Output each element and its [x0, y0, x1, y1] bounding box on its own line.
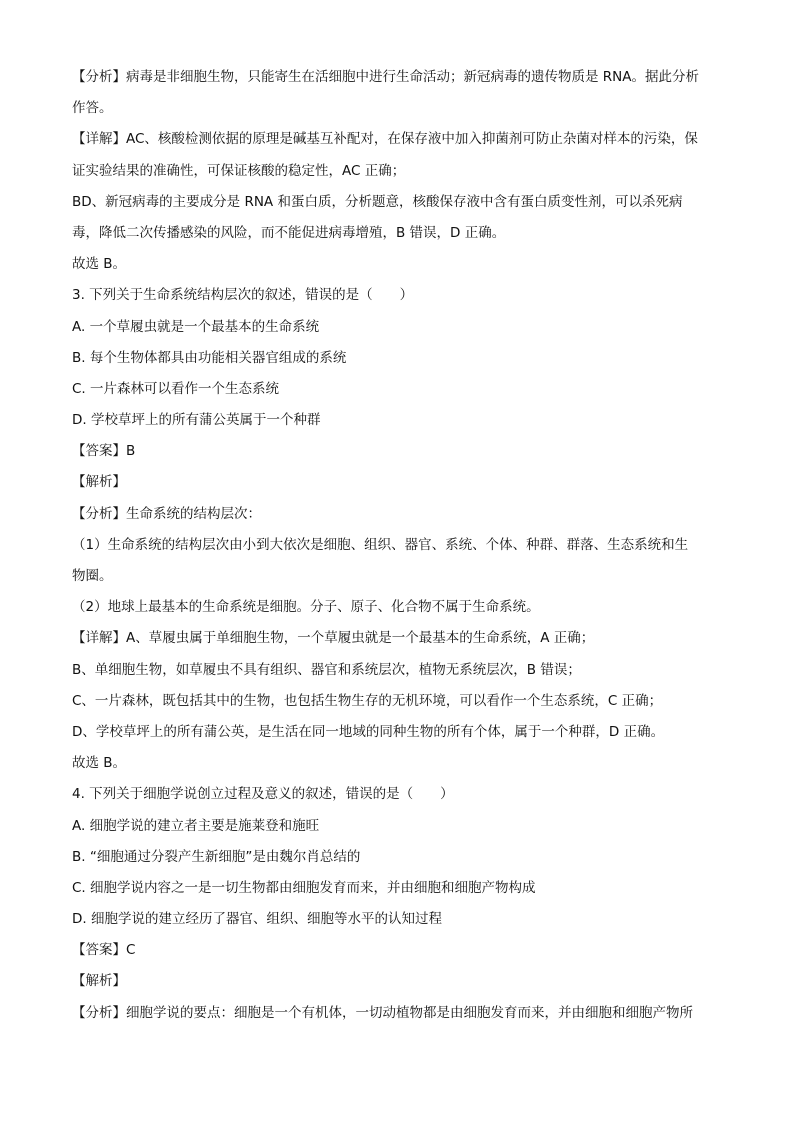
question-3-detail-a: 【详解】A、草履虫属于单细胞生物，一个草履虫就是一个最基本的生命系统，A 正确；: [72, 630, 595, 647]
choose-line: 故选 B。: [72, 256, 127, 273]
question-3-option-c: C. 一片森林可以看作一个生态系统: [72, 380, 280, 397]
question-4-option-a: A. 细胞学说的建立者主要是施莱登和施旺: [72, 817, 320, 834]
question-3-point-1-line-1: （1）生命系统的结构层次由小到大依次是细胞、组织、器官、系统、个体、种群、群落、生态系统和生: [72, 536, 689, 553]
analysis-line-2: 作答。: [72, 100, 113, 117]
question-3-choose: 故选 B。: [72, 755, 127, 772]
detail-line-3: BD、新冠病毒的主要成分是 RNA 和蛋白质，分析题意，核酸保存液中含有蛋白质变性剂，可以杀死病: [72, 193, 683, 210]
question-3-analysis: 【分析】生命系统的结构层次：: [72, 505, 261, 522]
detail-line-4: 毒，降低二次传播感染的风险，而不能促进病毒增殖，B 错误，D 正确。: [72, 224, 506, 241]
question-3-option-a: A. 一个草履虫就是一个最基本的生命系统: [72, 318, 320, 335]
detail-line-2: 证实验结果的准确性，可保证核酸的稳定性，AC 正确；: [72, 162, 406, 179]
question-3-detail-b: B、单细胞生物，如草履虫不具有组织、器官和系统层次，植物无系统层次，B 错误；: [72, 661, 581, 678]
question-3-point-1-line-2: 物圈。: [72, 568, 113, 584]
question-3-answer: 【答案】B: [72, 443, 136, 460]
question-3-explanation-heading: 【解析】: [72, 474, 126, 491]
question-3-detail-c: C、一片森林，既包括其中的生物，也包括生物生存的无机环境，可以看作一个生态系统，C 正确；: [72, 692, 663, 709]
question-4-answer: 【答案】C: [72, 942, 136, 959]
analysis-line-1: 【分析】病毒是非细胞生物，只能寄生在活细胞中进行生命活动；新冠病毒的遗传物质是 RNA。据此分析: [72, 69, 700, 85]
question-4-explanation-heading: 【解析】: [72, 973, 126, 990]
question-4-option-b: B. “细胞通过分裂产生新细胞”是由魏尔肖总结的: [72, 848, 361, 865]
document-page: [72, 62, 724, 1029]
question-3-option-b: B. 每个生物体都具由功能相关器官组成的系统: [72, 349, 347, 366]
question-4-analysis: 【分析】细胞学说的要点：细胞是一个有机体，一切动植物都是由细胞发育而来，并由细胞和细胞产物所: [72, 1004, 693, 1021]
question-4-option-d: D. 细胞学说的建立经历了器官、组织、细胞等水平的认知过程: [72, 911, 442, 928]
question-3-stem: 3. 下列关于生命系统结构层次的叙述，错误的是（ ）: [72, 287, 414, 304]
question-3-point-2: （2）地球上最基本的生命系统是细胞。分子、原子、化合物不属于生命系统。: [72, 599, 540, 616]
question-3-detail-d: D、学校草坪上的所有蒲公英，是生活在同一地域的同种生物的所有个体，属于一个种群，D 正确。: [72, 723, 665, 740]
question-3-option-d: D. 学校草坪上的所有蒲公英属于一个种群: [72, 412, 321, 429]
detail-line-1: 【详解】AC、核酸检测依据的原理是碱基互补配对，在保存液中加入抑菌剂可防止杂菌对样本的污染，保: [72, 131, 698, 148]
question-4-option-c: C. 细胞学说内容之一是一切生物都由细胞发育而来，并由细胞和细胞产物构成: [72, 879, 536, 896]
question-4-stem: 4. 下列关于细胞学说创立过程及意义的叙述，错误的是（ ）: [72, 786, 454, 803]
